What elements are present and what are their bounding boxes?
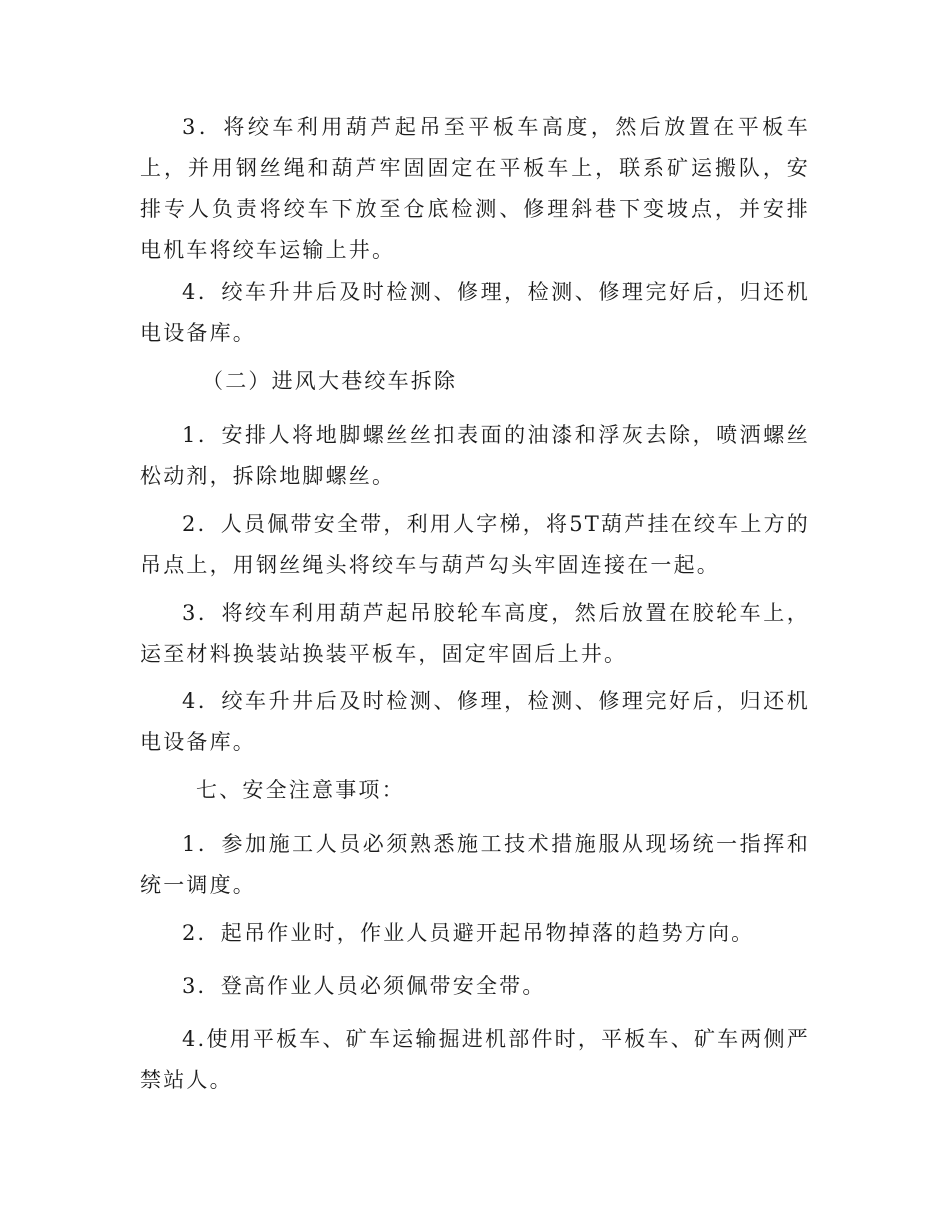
paragraph-b3: 3．将绞车利用葫芦起吊胶轮车高度，然后放置在胶轮车上，运至材料换装站换装平板车，固定牢固后上井。 xyxy=(140,601,810,666)
paragraph-c2: 2．起吊作业时，作业人员避开起吊物掉落的趋势方向。 xyxy=(182,921,755,945)
paragraph-b2: 2．人员佩带安全带，利用人字梯，将5T葫芦挂在绞车上方的吊点上，用钢丝绳头将绞车与葫芦勾头牢固连接在一起。 xyxy=(140,512,810,577)
paragraph-c3: 3．登高作业人员必须佩带安全带。 xyxy=(182,974,546,998)
section-heading-safety: 七、安全注意事项： xyxy=(196,778,405,802)
paragraph-a4: 4．绞车升井后及时检测、修理，检测、修理完好后，归还机电设备库。 xyxy=(140,280,810,345)
paragraph-c4: 4.使用平板车、矿车运输掘进机部件时，平板车、矿车两侧严禁站人。 xyxy=(140,1027,810,1092)
section-heading-intake-roadway: （二）进风大巷绞车拆除 xyxy=(202,369,458,393)
paragraph-b4: 4．绞车升井后及时检测、修理，检测、修理完好后，归还机电设备库。 xyxy=(140,689,810,754)
paragraph-a3: 3．将绞车利用葫芦起吊至平板车高度，然后放置在平板车上，并用钢丝绳和葫芦牢固固定在平板车上，联系矿运搬队，安排专人负责将绞车下放至仓底检测、修理斜巷下变坡点，并安排电机车将绞车运输上井。 xyxy=(140,115,810,262)
paragraph-b1: 1．安排人将地脚螺丝丝扣表面的油漆和浮灰去除，喷洒螺丝松动剂，拆除地脚螺丝。 xyxy=(140,423,810,488)
paragraph-c1: 1．参加施工人员必须熟悉施工技术措施服从现场统一指挥和统一调度。 xyxy=(140,832,810,897)
